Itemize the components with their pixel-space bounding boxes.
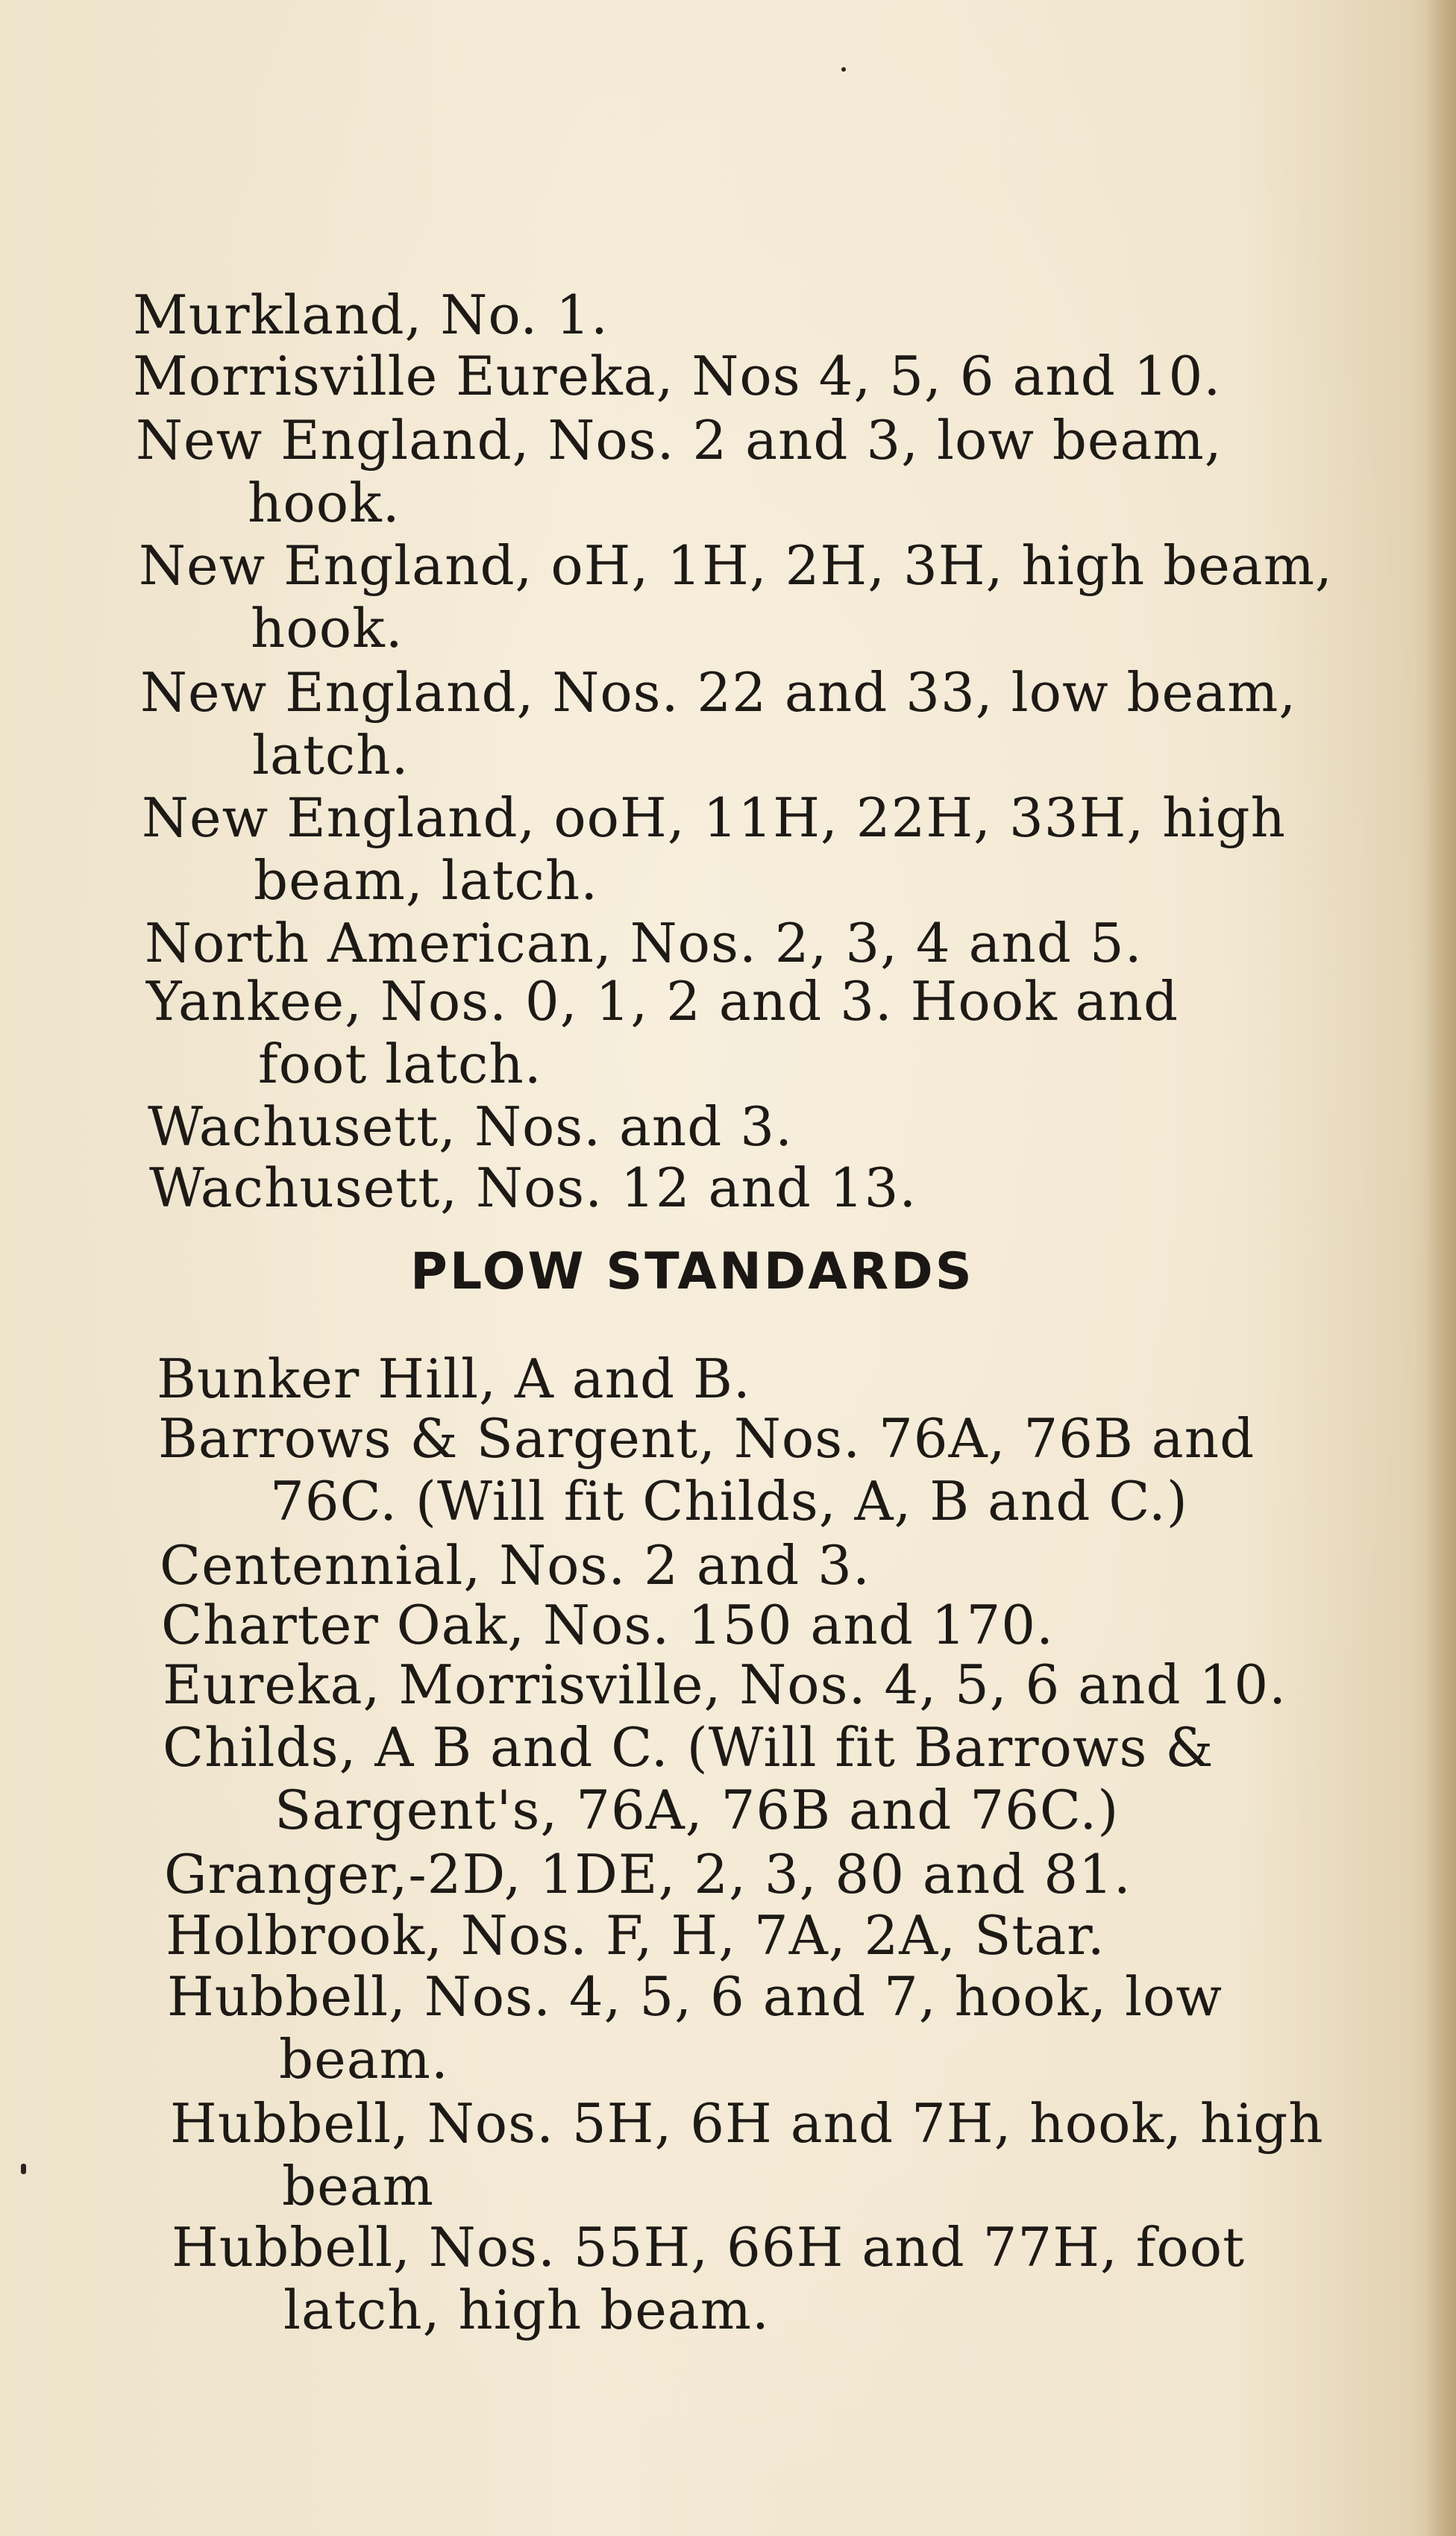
list-item bbox=[136, 409, 1223, 534]
entry-continuation: beam, latch. bbox=[254, 849, 599, 912]
list-item bbox=[133, 284, 609, 346]
page-edge-shadow bbox=[1426, 0, 1456, 2536]
entry-text: Hubbell, Nos. 5H, 6H and 7H, hook, high bbox=[170, 2092, 1324, 2155]
entry-text: Wachusett, Nos. 12 and 13. bbox=[149, 1156, 917, 1219]
list-item bbox=[170, 2092, 1324, 2217]
list-item bbox=[157, 1347, 751, 1410]
list-item bbox=[133, 345, 1221, 407]
list-item bbox=[160, 1534, 870, 1597]
list-item bbox=[163, 1716, 1214, 1841]
entry-text: Centennial, Nos. 2 and 3. bbox=[160, 1534, 870, 1597]
entry-text: New England, oH, 1H, 2H, 3H, high beam, bbox=[139, 534, 1333, 597]
entry-text: Wachusett, Nos. and 3. bbox=[148, 1095, 793, 1158]
entry-text: Hubbell, Nos. 55H, 66H and 77H, foot bbox=[172, 2216, 1246, 2279]
list-item bbox=[149, 1156, 917, 1219]
entry-text: Murkland, No. 1. bbox=[133, 284, 609, 346]
entry-text: Charter Oak, Nos. 150 and 170. bbox=[161, 1594, 1054, 1656]
list-item bbox=[148, 1095, 793, 1158]
list-item bbox=[146, 970, 1179, 1095]
ink-speck bbox=[841, 67, 846, 72]
entry-text: New England, ooH, 11H, 22H, 33H, high bbox=[142, 786, 1286, 849]
section-heading: PLOW STANDARDS bbox=[410, 1242, 974, 1301]
entry-text: Morrisville Eureka, Nos 4, 5, 6 and 10. bbox=[133, 345, 1222, 407]
list-item bbox=[167, 1965, 1223, 2091]
entry-text: Barrows & Sargent, Nos. 76A, 76B and bbox=[158, 1407, 1255, 1470]
list-item bbox=[163, 1653, 1287, 1716]
entry-text: Yankee, Nos. 0, 1, 2 and 3. Hook and bbox=[146, 970, 1179, 1033]
list-item bbox=[142, 786, 1286, 912]
entry-continuation: latch. bbox=[252, 724, 410, 786]
entry-text: Granger,-2D, 1DE, 2, 3, 80 and 81. bbox=[164, 1843, 1132, 1906]
entry-continuation: foot latch. bbox=[258, 1033, 542, 1095]
entry-text: New England, Nos. 22 and 33, low beam, bbox=[140, 661, 1297, 724]
list-item bbox=[172, 2216, 1245, 2341]
list-item bbox=[139, 534, 1333, 660]
entry-continuation: beam bbox=[282, 2155, 434, 2217]
list-item bbox=[166, 1904, 1105, 1967]
list-item bbox=[158, 1407, 1255, 1532]
ink-speck bbox=[21, 2164, 26, 2174]
entry-text: Hubbell, Nos. 4, 5, 6 and 7, hook, low bbox=[167, 1965, 1223, 2028]
entry-continuation: beam. bbox=[279, 2028, 449, 2091]
entry-text: New England, Nos. 2 and 3, low beam, bbox=[136, 409, 1223, 472]
entry-text: Eureka, Morrisville, Nos. 4, 5, 6 and 10. bbox=[163, 1653, 1287, 1716]
list-item bbox=[140, 661, 1296, 786]
entry-text: Bunker Hill, A and B. bbox=[157, 1347, 751, 1410]
list-item bbox=[161, 1594, 1054, 1656]
entry-continuation: hook. bbox=[248, 472, 401, 534]
entry-continuation: latch, high beam. bbox=[283, 2279, 770, 2341]
entry-text: Childs, A B and C. (Will fit Barrows & bbox=[163, 1716, 1214, 1779]
list-item bbox=[164, 1843, 1132, 1906]
list-item bbox=[145, 912, 1143, 974]
entry-continuation: hook. bbox=[251, 597, 404, 660]
entry-text: North American, Nos. 2, 3, 4 and 5. bbox=[145, 912, 1143, 974]
entry-continuation: 76C. (Will fit Childs, A, B and C.) bbox=[270, 1470, 1188, 1532]
entry-continuation: Sargent's, 76A, 76B and 76C.) bbox=[274, 1779, 1120, 1841]
entry-text: Holbrook, Nos. F, H, 7A, 2A, Star. bbox=[166, 1904, 1105, 1967]
